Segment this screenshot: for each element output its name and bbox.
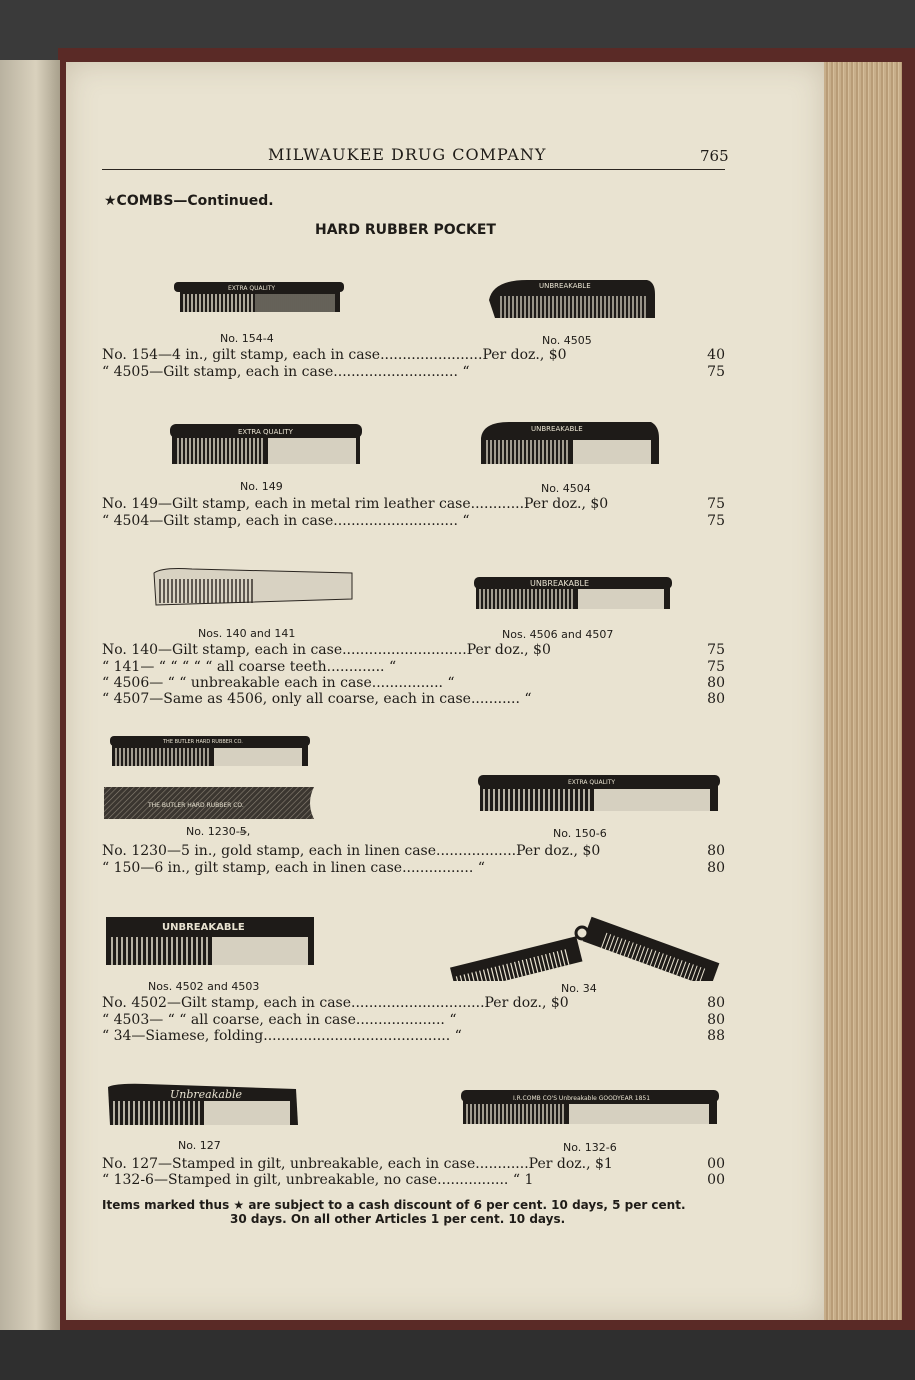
header-rule: [102, 169, 725, 170]
item-price-4: 75: [707, 513, 725, 529]
section-title: ★COMBS—Continued.: [104, 193, 274, 209]
comb-image-140: [152, 565, 357, 607]
stamp-1230-case: THE BUTLER HARD RUBBER CO.: [148, 802, 244, 809]
stamp-154: EXTRA QUALITY: [228, 285, 276, 292]
footer-note-line1: Items marked thus ★ are subject to a cash discount of 6 per cent. 10 days, 5 per cent.: [102, 1198, 686, 1212]
comb-image-4502: [104, 915, 316, 967]
section-subtitle: HARD RUBBER POCKET: [315, 222, 496, 238]
item-price-1: 40: [707, 347, 725, 363]
item-line-6: “ 141— “ “ “ “ “ all coarse teeth............. “: [102, 659, 397, 675]
caption-132-6: No. 132-6: [563, 1141, 617, 1154]
item-line-5: No. 140—Gilt stamp, each in case............................Per doz., $0: [102, 642, 551, 658]
page-header: MILWAUKEE DRUG COMPANY: [268, 145, 547, 164]
comb-image-4504: [479, 418, 661, 466]
comb-case-image-1230: [102, 785, 318, 821]
stamp-132: I.R.COMB CO'S Unbreakable GOODYEAR 1851: [513, 1095, 651, 1102]
comb-image-154-4: [172, 278, 347, 316]
item-price-13: 88: [707, 1028, 725, 1044]
item-price-5: 75: [707, 642, 725, 658]
item-line-12: “ 4503— “ “ all coarse, each in case.................... “: [102, 1012, 457, 1028]
item-line-13: “ 34—Siamese, folding.......................................... “: [102, 1028, 462, 1044]
comb-image-1230: [108, 734, 312, 768]
stamp-127: Unbreakable: [170, 1088, 243, 1101]
page-edges: [824, 62, 902, 1320]
stamp-4506: UNBREAKABLE: [530, 579, 589, 588]
stamp-149: EXTRA QUALITY: [238, 428, 293, 436]
item-price-7: 80: [707, 675, 725, 691]
caption-1230: No. 1230-5̶,: [186, 825, 251, 838]
item-price-9: 80: [707, 843, 725, 859]
item-line-1: No. 154—4 in., gilt stamp, each in case.......................Per doz., $0: [102, 347, 567, 363]
item-price-14: 00: [707, 1156, 725, 1172]
page-number: 765: [700, 147, 729, 165]
item-line-14: No. 127—Stamped in gilt, unbreakable, each in case............Per doz., $1: [102, 1156, 613, 1172]
stamp-4505: UNBREAKABLE: [539, 282, 591, 290]
item-price-6: 75: [707, 659, 725, 675]
item-price-2: 75: [707, 364, 725, 380]
stamp-150: EXTRA QUALITY: [568, 779, 616, 786]
stamp-4502: UNBREAKABLE: [162, 922, 245, 933]
item-line-8: “ 4507—Same as 4506, only all coarse, each in case........... “: [102, 691, 532, 707]
item-price-8: 80: [707, 691, 725, 707]
caption-140-141: Nos. 140 and 141: [198, 627, 296, 640]
item-price-10: 80: [707, 860, 725, 876]
item-price-3: 75: [707, 496, 725, 512]
item-line-2: “ 4505—Gilt stamp, each in case............................ “: [102, 364, 470, 380]
item-line-7: “ 4506— “ “ unbreakable each in case................ “: [102, 675, 455, 691]
caption-154-4: No. 154-4: [220, 332, 274, 345]
caption-127: No. 127: [178, 1139, 221, 1152]
caption-4506-4507: Nos. 4506 and 4507: [502, 628, 614, 641]
comb-image-4505: [487, 274, 657, 320]
caption-4502-4503: Nos. 4502 and 4503: [148, 980, 260, 993]
item-line-10: “ 150—6 in., gilt stamp, each in linen case................ “: [102, 860, 485, 876]
item-price-12: 80: [707, 1012, 725, 1028]
item-price-11: 80: [707, 995, 725, 1011]
stamp-4504: UNBREAKABLE: [531, 425, 583, 433]
item-line-4: “ 4504—Gilt stamp, each in case............................ “: [102, 513, 470, 529]
item-line-11: No. 4502—Gilt stamp, each in case..............................Per doz., $0: [102, 995, 569, 1011]
stamp-1230: THE BUTLER HARD RUBBER CO.: [163, 739, 243, 745]
caption-4505: No. 4505: [542, 334, 592, 347]
comb-image-149: [168, 420, 364, 466]
caption-150-6: No. 150-6: [553, 827, 607, 840]
footer-note-line2: 30 days. On all other Articles 1 per cent. 10 days.: [230, 1212, 566, 1226]
comb-image-34-folding: [442, 905, 720, 981]
item-line-9: No. 1230—5 in., gold stamp, each in linen case..................Per doz., $0: [102, 843, 601, 859]
left-page-edge: [0, 60, 60, 1350]
caption-34: No. 34: [561, 982, 597, 995]
item-line-15: “ 132-6—Stamped in gilt, unbreakable, no case................ “ 1: [102, 1172, 534, 1188]
background-bottom: [0, 1330, 915, 1380]
comb-image-127: [106, 1081, 302, 1127]
comb-image-132-6: [459, 1086, 721, 1126]
caption-149: No. 149: [240, 480, 283, 493]
comb-image-4506: [472, 575, 674, 611]
caption-4504: No. 4504: [541, 482, 591, 495]
item-price-15: 00: [707, 1172, 725, 1188]
comb-image-150-6: [476, 773, 722, 813]
item-line-3: No. 149—Gilt stamp, each in metal rim leather case............Per doz., $0: [102, 496, 609, 512]
